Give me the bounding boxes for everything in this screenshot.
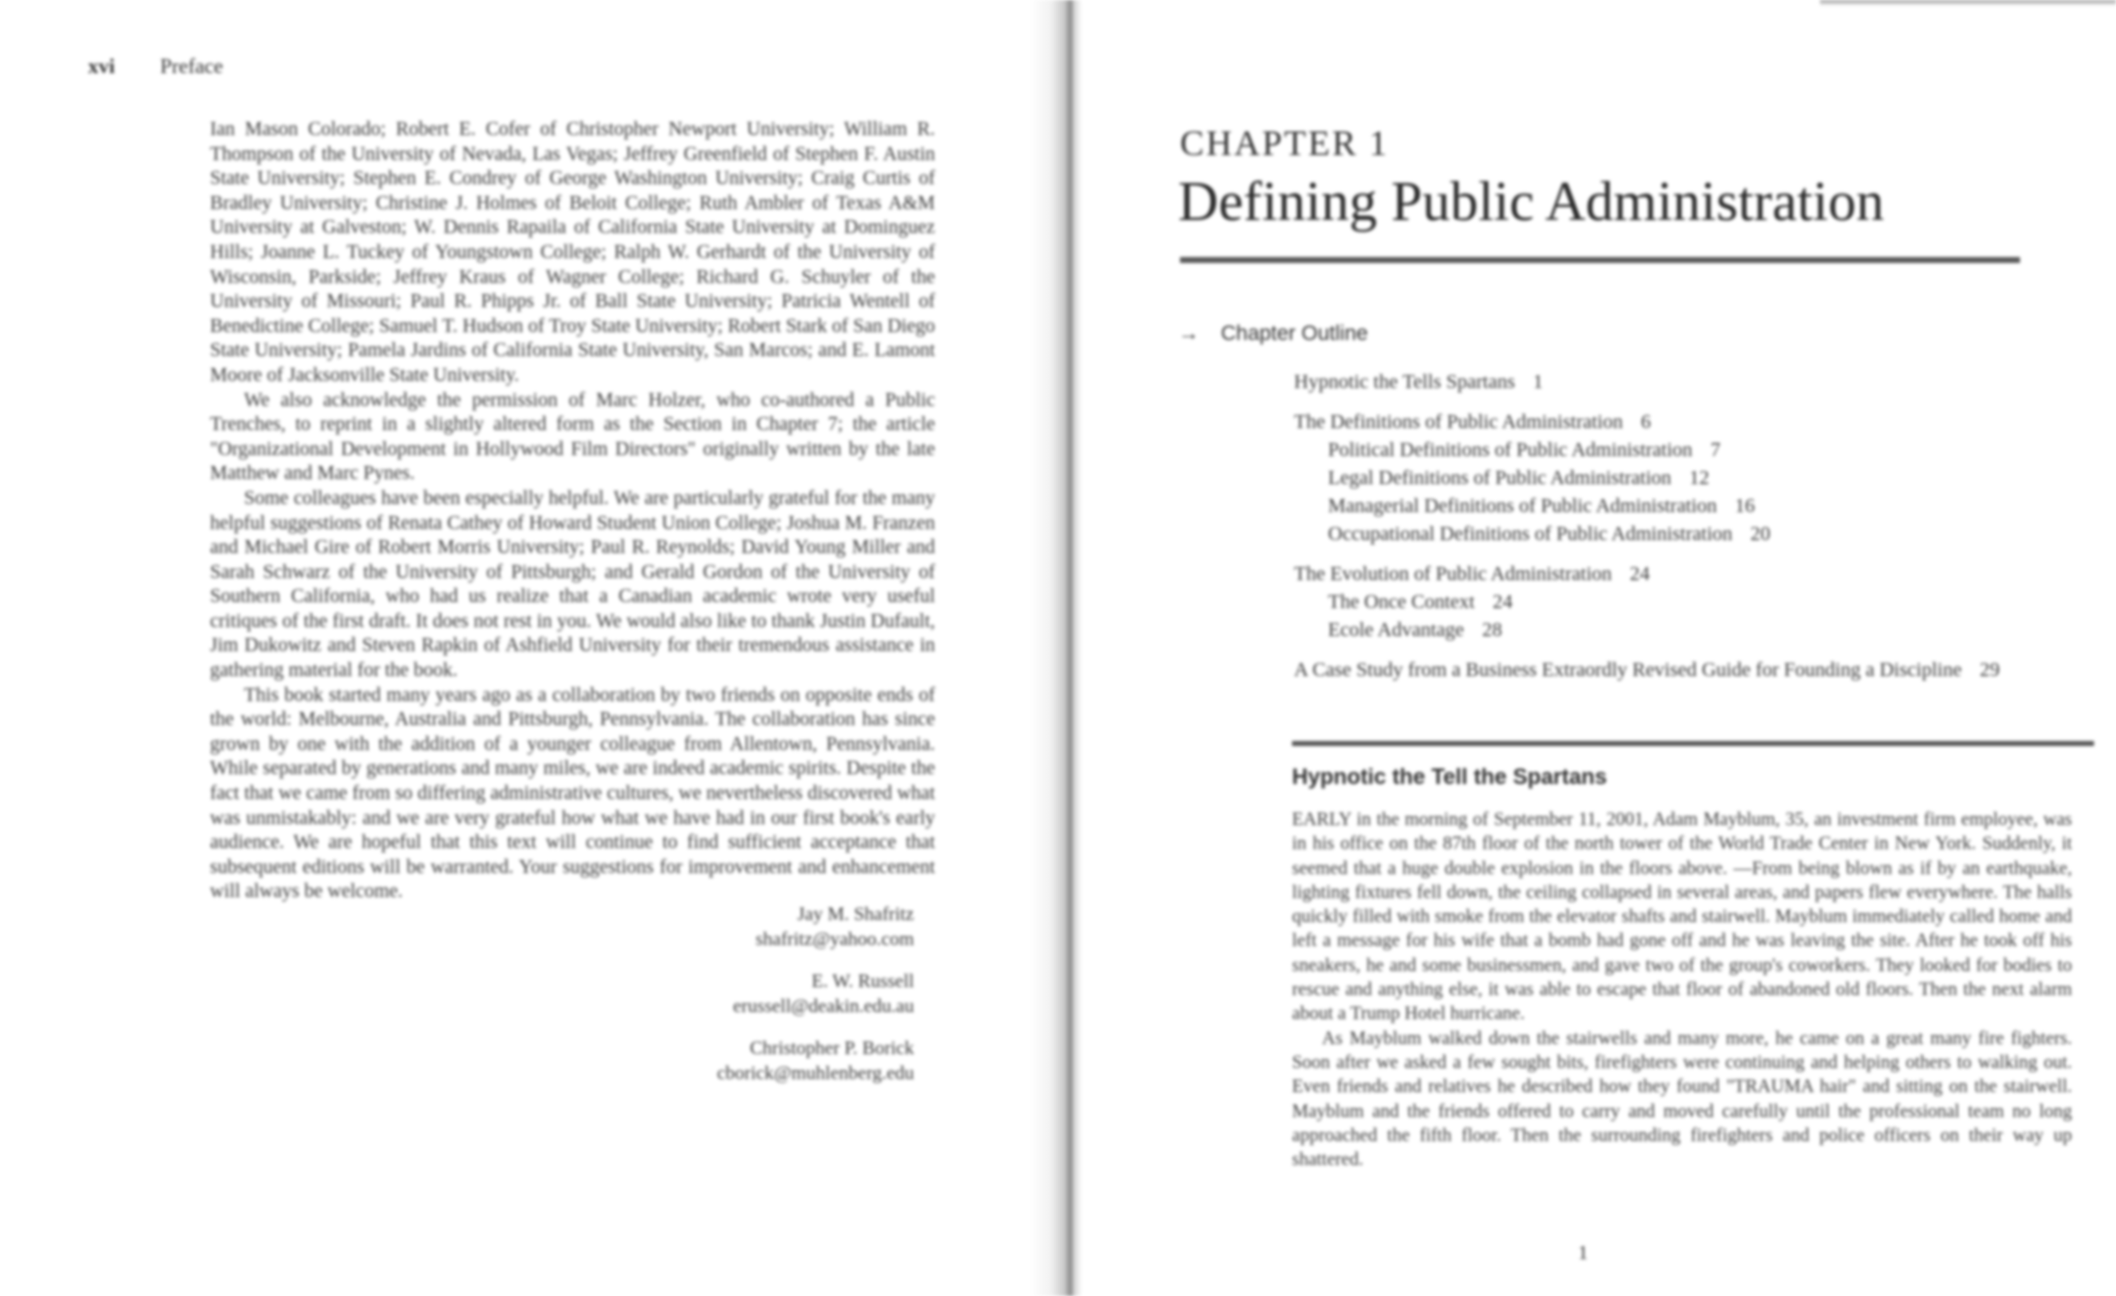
author-email: cborick@muhlenberg.edu [716,1063,914,1084]
outline-item-page: 7 [1710,439,1721,461]
outline-item-text: The Definitions of Public Administration [1294,411,1623,433]
outline-item [1294,368,2074,396]
outline-item-page: 12 [1689,467,1710,489]
left-page [0,0,1030,1296]
outline-subitem [1294,588,2074,616]
section-body [1292,808,2072,1172]
outline-item-text: The Once Context [1328,591,1475,613]
running-head [88,54,223,79]
author-name: Christopher P. Borick [749,1038,914,1059]
arrow-icon: → [1178,322,1199,345]
book-gutter-shadow [1030,0,1082,1296]
author-name: Jay M. Shafritz [797,904,914,925]
outline-item-text: Hypnotic the Tells Spartans [1294,371,1515,393]
outline-item-text: Ecole Advantage [1328,619,1465,641]
running-head-title: Preface [160,54,224,78]
outline-item-text: Political Definitions of Public Administration [1328,439,1693,461]
section-heading: Hypnotic the Tell the Spartans [1292,764,1607,789]
chapter-outline-heading [1178,322,1368,346]
outline-item-page: 29 [1979,659,2000,681]
preface-body [210,118,935,905]
signature-block [654,902,914,952]
outline-subitem [1294,436,2074,464]
outline-subitem [1294,464,2074,492]
outline-item-page: 1 [1532,371,1543,393]
right-page [1082,0,2116,1296]
section-paragraph: EARLY in the morning of September 11, 2001, Adam Mayblum, 35, an investment firm employee, was in his office on the 87th floor of the north tower of the World Trade Center in New York. Suddenly, it seemed that a huge double explosion in the floors above. —From being blown as if by an earthquake, lighting fixtures fell down, the ceiling collapsed in several areas, and papers flew everywhere. The halls quickly filled with smoke from the elevator shafts and stairwell. Mayblum immediately called home and left a message for his wife that a bomb had gone off and he was leaving the site. After he took off his sneakers, he and some businessmen, and gave two of the group's coworkers. They looked for bodies to rescue and anything else, it was able to escape that floor of abandoned old floors. Then the next alarm about a Trump Hotel hurricane. [1292,810,2072,1025]
chapter-outline [1294,368,2074,684]
preface-paragraph: Some colleagues have been especially helpful. We are particularly grateful for the many helpful suggestions of Renata Cathey of Howard Student Union College; Joshua M. Franzen and Michael Gire of Robert Morris University; Paul R. Reynolds; David Young Miller and Sarah Schwarz of the University of Pittsburgh; and Gerald Gordon of the University of Southern California, who had us realize that a Canadian academic wrote very useful critiques of the first draft. It does not rest in you. We would also like to thank Justin Dufault, Jim Dukowitz and Steven Rapkin of Ashfield University for their tremendous assistance in gathering material for the book. [210,487,935,682]
outline-item-page: 6 [1640,411,1651,433]
preface-paragraph: Ian Mason Colorado; Robert E. Cofer of Christopher Newport University; William R. Thompson of the University of Nevada, Las Vegas; Jeffrey Greenfield of Stephen F. Austin State University; Stephen E. Condrey of George Washington University; Craig Curtis of Bradley University; Christine J. Holmes of Beloit College; Ruth Ambler of Texas A&M University at Galveston; W. Dennis Rapaila of California State University at Dominguez Hills; Joanne L. Tuckey of Youngstown College; Ralph W. Gerhardt of the University of Wisconsin, Parkside; Jeffrey Kraus of Wagner College; Richard G. Schuyler of the University of Missouri; Paul R. Phipps Jr. of Ball State University; Patricia Wentell of Benedictine College; Samuel T. Hudson of Troy State University; Robert Stark of San Diego State University; Pamela Jardins of California State University, San Marcos; and E. Lamont Moore of Jacksonville State University. [210,119,935,386]
author-email: erussell@deakin.edu.au [732,996,914,1017]
outline-case-study [1294,656,2074,684]
outline-item [1294,560,2074,588]
author-email: shafritz@yahoo.com [755,929,914,950]
page-number: 1 [1578,1242,1588,1264]
outline-subitem [1294,520,2074,548]
author-signatures [654,902,914,1103]
outline-item-text: The Evolution of Public Administration [1294,563,1612,585]
outline-item-page: 28 [1482,619,1503,641]
outline-item-page: 24 [1492,591,1513,613]
running-head-page-number: xvi [88,54,115,78]
outline-subitem [1294,492,2074,520]
outline-item-page: 20 [1750,523,1771,545]
preface-paragraph: We also acknowledge the permission of Marc Holzer, who co-authored a Public Trenches, to reprint in a slightly altered form as the Section in Chapter 7; the article "Organizational Development in Hollywood Film Directors" originally written by the late Matthew and Marc Pynes. [210,389,935,485]
title-rule [1180,257,2020,263]
signature-block [654,1036,914,1086]
outline-item-text: Legal Definitions of Public Administration [1328,467,1672,489]
outline-item-page: 16 [1734,495,1755,517]
outline-item-text: Managerial Definitions of Public Administration [1328,495,1717,517]
preface-paragraph: This book started many years ago as a collaboration by two friends on opposite ends of the world: Melbourne, Australia and Pittsburgh, Pennsylvania. The collaboration has since grown by one with the addition of a younger colleague from Allentown, Pennsylvania. While separated by generations and many miles, we are indeed academic spirits. Despite the fact that we came from so differing administrative cultures, we nevertheless discovered what was unmistakably: and we are very grateful how what we have had in our first book's early audience. We are hopeful that this text will continue to find sufficient acceptance that subsequent editions will be warranted. Your suggestions for improvement and enhancement will always be welcome. [210,684,935,903]
outline-item-text: Occupational Definitions of Public Administration [1328,523,1733,545]
outline-item-page: 24 [1629,563,1650,585]
outline-item-text: A Case Study from a Business Extraordly Revised Guide for Founding a Discipline [1294,659,1962,681]
author-name: E. W. Russell [811,971,914,992]
outline-item [1294,408,2074,436]
outline-title: Chapter Outline [1220,322,1368,345]
section-rule [1292,741,2094,746]
chapter-label: CHAPTER 1 [1180,123,1390,163]
outline-subitem [1294,616,2074,644]
section-paragraph: As Mayblum walked down the stairwells and many more, he came on a great many fire fighters. Soon after we asked a few sought bits, firefighters were continuing and helping others to walking out. Even friends and relatives he described how they found "TRAUMA hair" and sitting on the stairwell. Mayblum and the friends offered to carry and moved carefully until the professional team no long approached the fifth floor. Then the surrounding firefighters and police officers on their way up shattered. [1292,1028,2072,1171]
signature-block [654,969,914,1019]
chapter-title: Defining Public Administration [1178,171,1885,233]
